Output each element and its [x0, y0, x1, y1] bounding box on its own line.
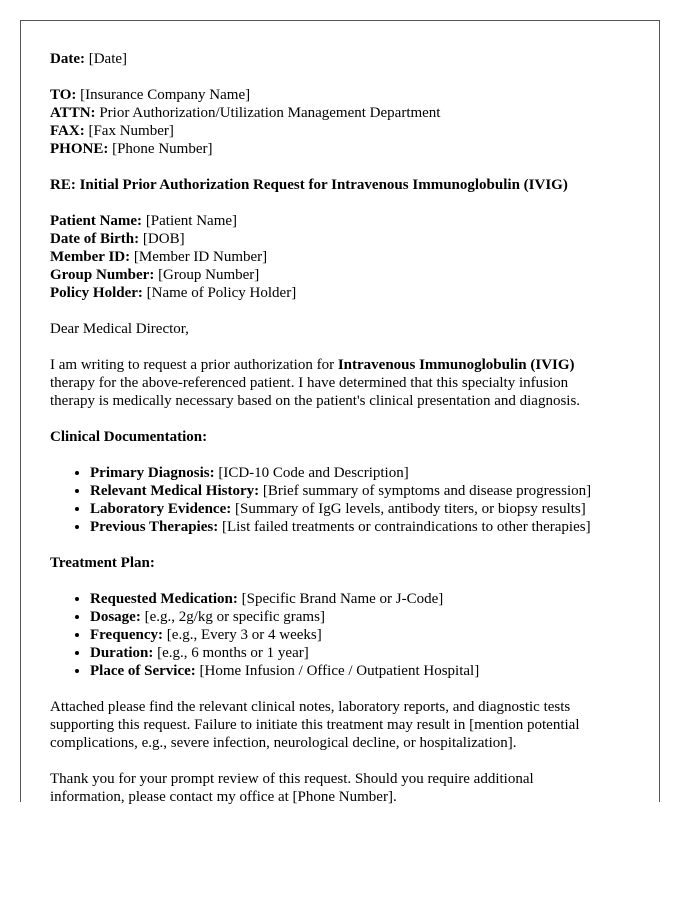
attn-label: ATTN:	[50, 105, 96, 121]
patient-block	[50, 212, 659, 302]
list-item-value: [e.g., 2g/kg or specific grams]	[144, 609, 325, 625]
intro-line-3: therapy is medically necessary based on the patient's clinical presentation and diagnosis.	[50, 393, 581, 409]
list-item-label: Frequency:	[90, 627, 164, 643]
patient-name-line	[50, 212, 659, 230]
treatment-list	[50, 590, 659, 680]
policy-holder-label: Policy Holder:	[50, 285, 143, 301]
attached-line-1: Attached please find the relevant clinical notes, laboratory reports, and diagnostic tests	[50, 699, 571, 715]
closing-paragraph	[50, 770, 659, 806]
date-value: [Date]	[88, 51, 128, 67]
member-id-line	[50, 248, 659, 266]
dob-line	[50, 230, 659, 248]
intro-medication: Intravenous Immunoglobulin (IVIG)	[337, 357, 575, 373]
phone-value: [Phone Number]	[112, 141, 213, 157]
date-line	[50, 50, 659, 68]
member-id-value: [Member ID Number]	[133, 249, 268, 265]
phone-label: PHONE:	[50, 141, 109, 157]
list-item-value: [e.g., Every 3 or 4 weeks]	[166, 627, 322, 643]
list-item-value: [Summary of IgG levels, antibody titers, or biopsy results]	[234, 501, 586, 517]
treatment-heading	[50, 554, 659, 572]
intro-line-2: therapy for the above-referenced patient. I have determined that this specialty infusion	[50, 375, 569, 391]
list-item-value: [ICD-10 Code and Description]	[218, 465, 409, 481]
intro-paragraph	[50, 356, 659, 410]
list-item	[90, 464, 659, 482]
fax-value: [Fax Number]	[88, 123, 174, 139]
list-item	[90, 482, 659, 500]
attached-line-3: complications, e.g., severe infection, neurological decline, or hospitalization].	[50, 735, 517, 751]
list-item	[90, 662, 659, 680]
list-item-value: [Home Infusion / Office / Outpatient Hospital]	[199, 663, 480, 679]
dob-label: Date of Birth:	[50, 231, 140, 247]
policy-holder-line	[50, 284, 659, 302]
list-item-value: [Specific Brand Name or J-Code]	[241, 591, 444, 607]
patient-name-value: [Patient Name]	[145, 213, 238, 229]
clinical-heading-text: Clinical Documentation:	[50, 429, 208, 445]
member-id-label: Member ID:	[50, 249, 131, 265]
closing-line-1: Thank you for your prompt review of this request. Should you require additional	[50, 771, 534, 787]
letter-page	[20, 20, 660, 805]
list-item-value: [e.g., 6 months or 1 year]	[157, 645, 309, 661]
to-label: TO:	[50, 87, 77, 103]
to-line	[50, 86, 659, 104]
to-value: [Insurance Company Name]	[80, 87, 251, 103]
subject-line	[50, 176, 659, 194]
group-number-line	[50, 266, 659, 284]
list-item-value: [List failed treatments or contraindications to other therapies]	[221, 519, 591, 535]
intro-line-1	[50, 356, 659, 374]
recipient-block	[50, 86, 659, 158]
clinical-list	[50, 464, 659, 536]
list-item	[90, 590, 659, 608]
list-item-label: Place of Service:	[90, 663, 196, 679]
list-item-label: Primary Diagnosis:	[90, 465, 215, 481]
salutation: Dear Medical Director,	[50, 321, 189, 337]
fax-label: FAX:	[50, 123, 85, 139]
attached-paragraph	[50, 698, 659, 752]
date-label: Date:	[50, 51, 85, 67]
attn-line	[50, 104, 659, 122]
phone-line	[50, 140, 659, 158]
list-item-value: [Brief summary of symptoms and disease progression]	[262, 483, 592, 499]
attached-line-2: supporting this request. Failure to initiate this treatment may result in [mention potential	[50, 717, 580, 733]
list-item-label: Previous Therapies:	[90, 519, 219, 535]
closing-line-2: information, please contact my office at [Phone Number].	[50, 789, 397, 805]
group-number-value: [Group Number]	[158, 267, 260, 283]
list-item-label: Laboratory Evidence:	[90, 501, 232, 517]
list-item	[90, 518, 659, 536]
dob-value: [DOB]	[142, 231, 185, 247]
fax-line	[50, 122, 659, 140]
list-item	[90, 500, 659, 518]
list-item	[90, 626, 659, 644]
policy-holder-value: [Name of Policy Holder]	[146, 285, 297, 301]
list-item	[90, 644, 659, 662]
patient-name-label: Patient Name:	[50, 213, 143, 229]
clinical-heading	[50, 428, 659, 446]
treatment-heading-text: Treatment Plan:	[50, 555, 155, 571]
intro-before: I am writing to request a prior authorization for	[50, 357, 338, 373]
list-item-label: Duration:	[90, 645, 154, 661]
list-item-label: Relevant Medical History:	[90, 483, 260, 499]
group-number-label: Group Number:	[50, 267, 155, 283]
subject-text: RE: Initial Prior Authorization Request for Intravenous Immunoglobulin (IVIG)	[50, 177, 568, 193]
list-item-label: Requested Medication:	[90, 591, 238, 607]
attn-value: Prior Authorization/Utilization Management Department	[99, 105, 441, 121]
list-item	[90, 608, 659, 626]
list-item-label: Dosage:	[90, 609, 141, 625]
